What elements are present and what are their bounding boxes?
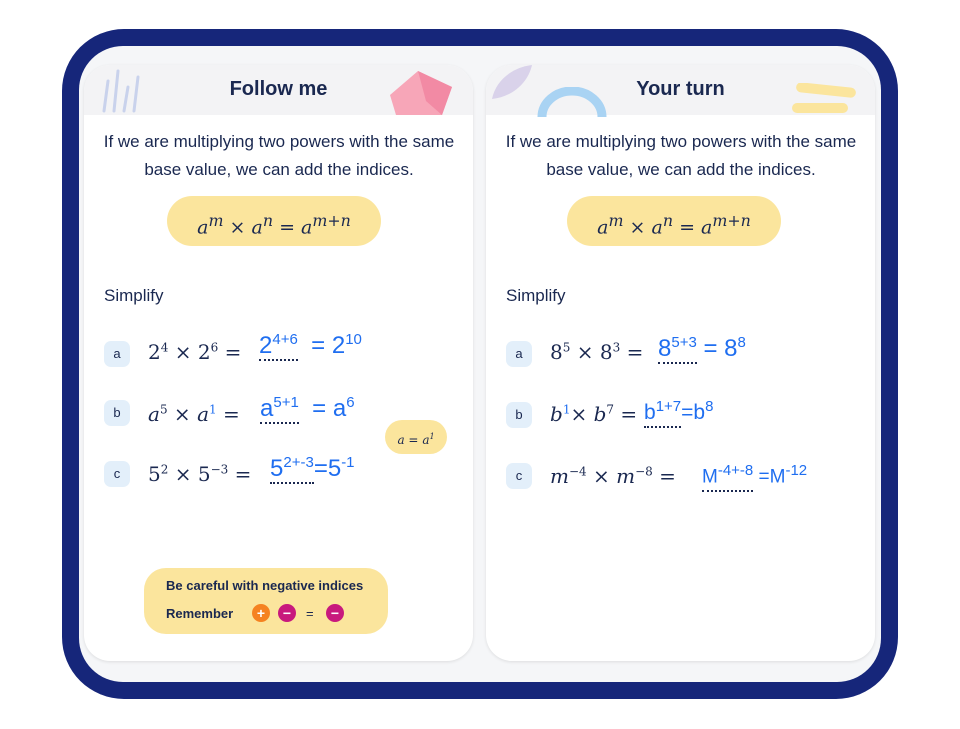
equals-sign: = — [306, 606, 314, 621]
index-law-formula: $a^m \times a^n = a^{m+n}$ — [167, 196, 381, 246]
question-c-expression: $5^2 \times 5^{-3}$ = — [148, 462, 252, 486]
hint-bubble: $a = a^1$ — [385, 420, 447, 454]
intro-text: If we are multiplying two powers with the same base value, we can add the indices. — [505, 132, 857, 179]
minus-sign-icon: − — [326, 604, 344, 622]
reminder-heading: Be careful with negative indices — [166, 578, 364, 593]
your-turn-panel — [486, 65, 875, 661]
intro-text: If we are multiplying two powers with the same base value, we can add the indices. — [103, 132, 455, 179]
question-c-expression: $m^{-4} \times m^{-8}$ = — [550, 464, 676, 488]
question-label-a: a — [104, 341, 130, 367]
question-a-handwritten-answer: $2^{4+6} = 2^{10}$ — [259, 328, 362, 361]
simplify-label: Simplify — [104, 286, 164, 305]
question-a-expression: $8^5 \times 8^3$ = — [550, 340, 644, 364]
negative-indices-reminder — [144, 568, 388, 634]
reminder-label: Remember — [166, 606, 234, 621]
question-label-a: a — [506, 341, 532, 367]
panel-title: Follow me — [229, 78, 328, 100]
question-label-c: c — [104, 461, 130, 487]
question-b-expression: $b^1\times b^7$ = — [550, 402, 638, 426]
question-c-handwritten-answer: $5^{2+-3}=5^{-1}$ — [270, 451, 355, 484]
tablet-screen — [79, 46, 881, 682]
question-b-expression: $a^5 \times a^1$ = — [148, 402, 240, 426]
question-label-c: c — [506, 463, 532, 489]
simplify-label: Simplify — [506, 286, 566, 305]
index-law-formula: $a^m \times a^n = a^{m+n}$ — [567, 196, 781, 246]
question-label-b: b — [104, 400, 130, 426]
question-b-handwritten-answer: $b^{1+7}=b^8$ — [644, 395, 713, 428]
question-a-expression: $2^4 \times 2^6$ = — [148, 340, 242, 364]
question-label-b: b — [506, 402, 532, 428]
question-a-handwritten-answer: $8^{5+3} = 8^8$ — [658, 331, 746, 364]
panel-title: Your turn — [636, 78, 725, 100]
plus-sign-icon: + — [252, 604, 270, 622]
follow-me-panel — [84, 65, 473, 661]
minus-sign-icon: − — [278, 604, 296, 622]
question-c-handwritten-answer: $M^{-4+-8} =M^{-12}$ — [702, 459, 807, 492]
question-b-handwritten-answer: $a^{5+1} = a^6$ — [260, 391, 355, 424]
